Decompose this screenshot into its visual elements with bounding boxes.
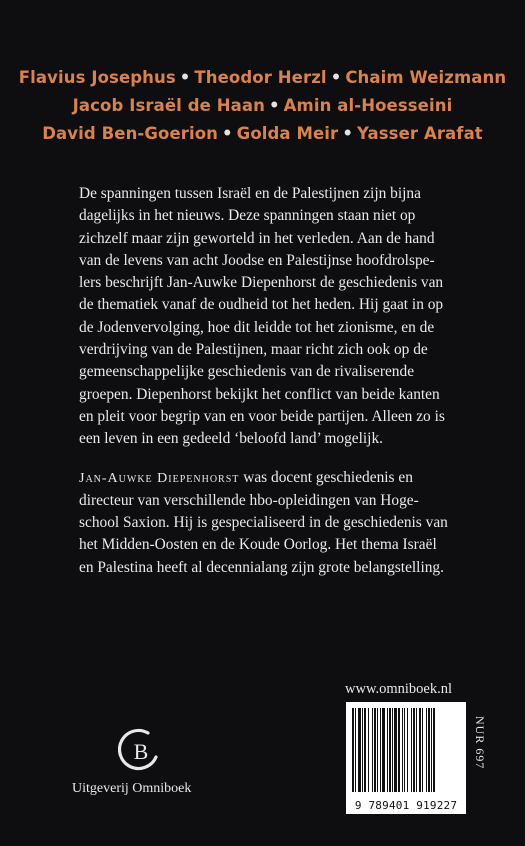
barcode-bar <box>422 708 423 792</box>
description-line: een leven in een gedeeld ‘beloofd land’ mogelijk. <box>79 430 383 448</box>
barcode-bar <box>364 708 366 792</box>
featured-name: Chaim Weizmann <box>345 68 507 87</box>
nur-code: NUR 697 <box>473 716 487 770</box>
barcode-bar <box>426 708 427 792</box>
barcode-bar <box>394 708 397 792</box>
description-line: lers beschrijft Jan-Auwke Diepenhorst de geschiedenis van <box>79 274 444 292</box>
barcode-bar <box>419 708 421 792</box>
logo-letter: B <box>133 739 149 764</box>
bullet-separator: • <box>269 96 280 115</box>
featured-name: Flavius Josephus <box>18 68 176 87</box>
featured-name: Jacob Israël de Haan <box>72 96 265 115</box>
featured-names <box>0 64 525 148</box>
bullet-separator: • <box>342 124 353 143</box>
barcode-bar <box>402 708 403 792</box>
featured-name: David Ben-Goerion <box>42 124 219 143</box>
barcode-bar <box>380 708 381 792</box>
barcode-bar <box>368 708 369 792</box>
author-bio-line: directeur van verschillende hbo-opleidingen van Hoge- <box>79 491 419 509</box>
author-bio-line: en Palestina heeft al decennialang zijn grote belangstelling. <box>79 558 444 576</box>
description-line: de thematiek vanaf de oudheid tot het heden. Hij gaat in op <box>79 296 444 314</box>
barcode-bar <box>389 708 391 792</box>
names-line <box>0 64 525 92</box>
publisher-url: www.omniboek.nl <box>345 681 452 697</box>
author-bio-line: het Midden-Oosten en de Koude Oorlog. Het thema Israël <box>79 536 437 554</box>
barcode-bars <box>350 708 462 796</box>
description-line: verdrijving van de Palestijnen, maar richt zich ook op de <box>79 341 428 359</box>
barcode-bar <box>407 708 408 792</box>
barcode-bar <box>413 708 415 792</box>
featured-name: Theodor Herzl <box>194 68 327 87</box>
featured-name: Yasser Arafat <box>356 124 483 143</box>
barcode-bar <box>416 708 417 792</box>
barcode-bar <box>398 708 400 792</box>
description-line: zichzelf maar zijn geworteld in het verleden. Aan de hand <box>79 229 435 247</box>
barcode-bar <box>355 708 356 792</box>
blurb-text-block <box>79 183 459 579</box>
names-line <box>0 120 525 148</box>
bullet-separator: • <box>222 124 233 143</box>
featured-name: Amin al-Hoesseini <box>283 96 453 115</box>
description-paragraph <box>79 183 459 451</box>
barcode-bar <box>382 708 385 792</box>
barcode-bar <box>392 708 393 792</box>
featured-name: Golda Meir <box>236 124 339 143</box>
barcode-bar <box>352 708 354 792</box>
publisher-name: Uitgeverij Omniboek <box>72 781 192 796</box>
barcode-bar <box>374 708 376 792</box>
isbn-barcode <box>346 702 466 814</box>
description-line: gemeenschappelijke geschiedenis van de rivaliserende <box>79 363 415 381</box>
description-line: De spanningen tussen Israël en de Palestijnen zijn bijna <box>79 185 421 202</box>
author-name: Jan-Auwke Diepenhorst <box>79 470 240 486</box>
bullet-separator: • <box>330 68 342 87</box>
author-bio-paragraph <box>79 467 459 579</box>
description-line: van de levens van acht Joodse en Palestijnse hoofdrolspe- <box>79 251 435 269</box>
description-line: groepen. Diepenhorst bekijkt het conflict van beide kanten <box>79 385 440 403</box>
description-line: de Jodenvervolging, hoe dit leidde tot het zionisme, en de <box>79 318 435 336</box>
barcode-bar <box>404 708 405 792</box>
barcode-bar <box>358 708 361 792</box>
bullet-separator: • <box>179 68 191 87</box>
barcode-bar <box>428 708 430 792</box>
omniboek-logo-icon <box>118 727 162 775</box>
barcode-bar <box>377 708 378 792</box>
barcode-bar <box>431 708 432 792</box>
author-bio-first-line: was docent geschiedenis en <box>239 468 413 486</box>
names-line <box>0 92 525 120</box>
description-line: en pleit voor begrip van en voor beide partijen. Alleen zo is <box>79 407 445 425</box>
barcode-bar <box>387 708 388 792</box>
barcode-bar <box>362 708 363 792</box>
author-bio-line: school Saxion. Hij is gespecialiseerd in de geschiedenis van <box>79 514 448 532</box>
description-line: dagelijks in het nieuws. Deze spanningen staan niet op <box>79 207 416 225</box>
isbn-digits: 9 789401 919227 <box>354 799 458 812</box>
barcode-bar <box>433 708 435 792</box>
barcode-bar <box>411 708 412 792</box>
barcode-bar <box>372 708 373 792</box>
